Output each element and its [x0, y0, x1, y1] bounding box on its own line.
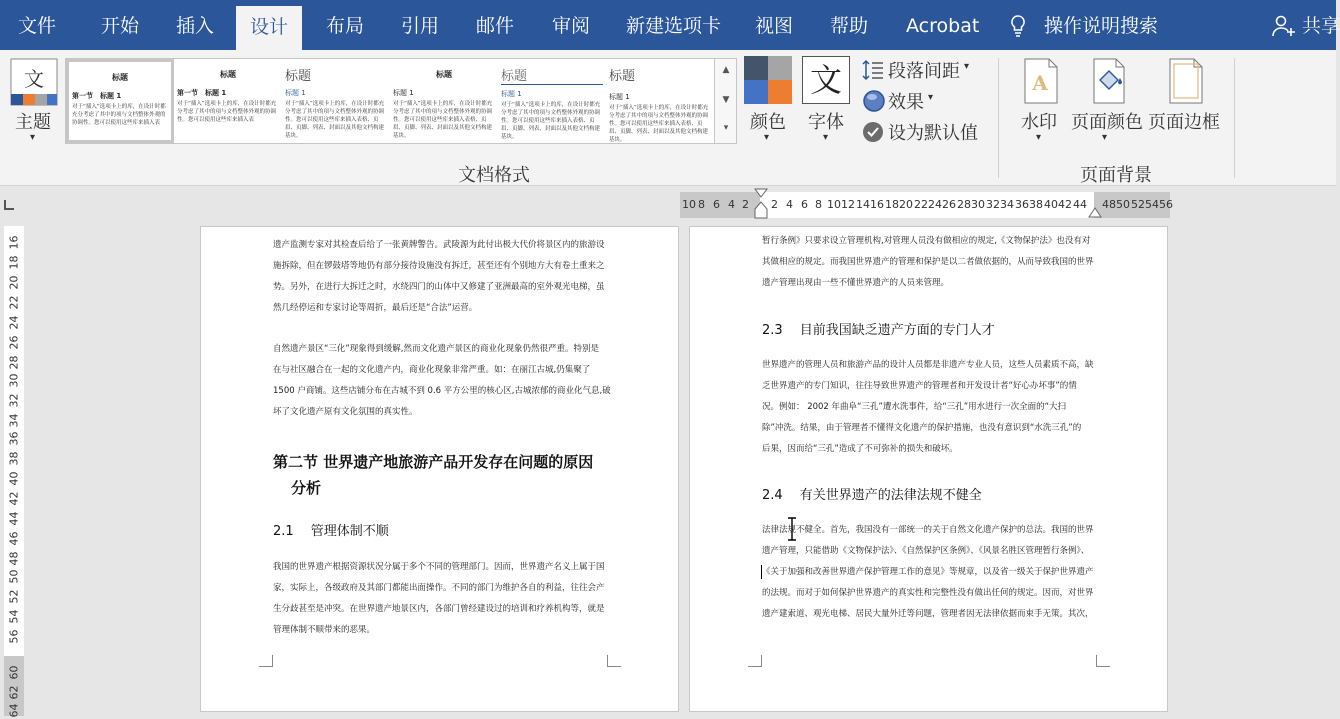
paragraph-spacing-icon [862, 59, 884, 81]
group-label-document-formatting: 文档格式 [458, 165, 530, 186]
paragraph-line: 管理体制不顺带来的恶果。 [273, 625, 376, 635]
watermark-icon [1024, 58, 1058, 104]
ruler-tick-label: 6 [801, 198, 808, 211]
set-default-button[interactable] [860, 119, 990, 143]
page-borders-button[interactable] [1148, 56, 1224, 148]
ruler-tick-label: 16 [7, 235, 21, 250]
ruler-tick-label: 62 [7, 685, 21, 700]
ruler-tick-label: 54 [1145, 198, 1159, 211]
chevron-down-icon: ▾ [30, 132, 36, 143]
ruler-tick-label: 56 [7, 629, 21, 644]
ruler-tick-label: 14 [856, 198, 870, 211]
subsection-heading: 2.3 目前我国缺乏遗产方面的专门人才 [762, 323, 995, 338]
horizontal-ruler[interactable] [680, 192, 1173, 218]
ruler-tick-label: 38 [7, 451, 21, 466]
right-indent-marker-icon[interactable] [1088, 206, 1102, 218]
style-thumb-2[interactable] [174, 59, 282, 143]
style-thumb-heading: 标题 1 [501, 90, 522, 98]
ruler-tick-label: 24 [928, 198, 942, 211]
fonts-label: 字体 [808, 112, 844, 133]
tab-new[interactable]: 新建选项卡 [626, 15, 722, 37]
ruler-tick-label: 22 [7, 295, 21, 310]
ruler-tick-label: 24 [7, 315, 21, 330]
style-thumb-heading: 第一节 标题 1 [72, 92, 122, 100]
colors-button[interactable] [744, 56, 794, 148]
vertical-ruler[interactable] [4, 226, 24, 716]
section-heading: 第二节 世界遗产地旅游产品开发存在问题的原因 [273, 453, 594, 471]
tab-home[interactable]: 开始 [101, 15, 140, 37]
gallery-up-icon[interactable]: ▲ [722, 65, 730, 75]
ruler-tick-label: 36 [1015, 198, 1029, 211]
gallery-down-icon[interactable]: ▼ [722, 95, 730, 105]
ruler-tick-label: 10 [827, 198, 841, 211]
checkmark-circle-icon [862, 121, 884, 143]
tab-acrobat[interactable]: Acrobat [906, 15, 980, 37]
style-thumb-3[interactable] [282, 59, 390, 143]
theme-icon [10, 58, 58, 106]
ruler-tick-label: 20 [7, 275, 21, 290]
tab-references[interactable]: 引用 [401, 15, 440, 37]
ruler-tick-label: 42 [7, 491, 21, 506]
paragraph-line: 遗产监测专家对其检查后给了一张黄牌警告。武陵源为此付出极大代价将景区内的旅游设 [273, 240, 605, 250]
i-beam-cursor-icon [786, 517, 798, 541]
ruler-tick-label: 52 [1131, 198, 1145, 211]
section-heading-cont: 分析 [291, 479, 322, 497]
style-thumb-title: 标题 [609, 69, 636, 84]
ruler-tick-label: 44 [1073, 198, 1087, 211]
chevron-down-icon: ▾ [1036, 132, 1042, 143]
paragraph-line: 况。例如： 2002 年曲阜“三孔”遭水洗事件，给“三孔”用水进行一次全面的“大扫 [762, 402, 1067, 412]
ruler-tick-label: 52 [7, 589, 21, 604]
text-cursor [761, 565, 762, 579]
ruler-tick-label: 34 [7, 413, 21, 428]
style-thumb-6[interactable] [606, 59, 714, 143]
ruler-tick-label: 8 [698, 198, 705, 211]
ruler-tick-label: 40 [1044, 198, 1058, 211]
margin-corner-mark [259, 655, 273, 667]
ruler-tick-label: 50 [1116, 198, 1130, 211]
fonts-icon: 文 [802, 56, 850, 104]
paragraph-line: 后果，因而给“三孔”造成了不可弥补的损失和破坏。 [762, 444, 958, 454]
paragraph-line: 势。另外，在进行大拆迁之时，水绕四门的山体中又修建了亚洲最高的室外观光电梯，虽 [273, 282, 605, 292]
paragraph-line: 暂行条例》只要求设立管理机构,对管理人员没有做相应的规定,《文物保护法》也没有对 [762, 236, 1091, 246]
ruler-tick-label: 54 [7, 609, 21, 624]
effects-button[interactable] [860, 88, 960, 112]
margin-corner-mark [1096, 655, 1110, 667]
ruler-tick-label: 60 [7, 665, 21, 680]
style-thumb-title: 标题 [112, 73, 128, 82]
paragraph-line: 除”冲洗。结果，由于管理者不懂得文化遗产的保护措施，也没有意识到“水洗三孔”的 [762, 423, 1082, 433]
tab-review[interactable]: 审阅 [552, 15, 591, 37]
ruler-tick-label: 64 [7, 703, 21, 718]
paragraph-line: 1500 户商铺。这些店铺分布在古城不到 0.6 平方公里的核心区,古城浓郁的商业化气息,破 [273, 386, 611, 396]
ruler-tick-label: 40 [7, 471, 21, 486]
tell-me-search[interactable]: 操作说明搜索 [1044, 15, 1159, 37]
ruler-tick-label: 48 [7, 551, 21, 566]
style-thumb-5[interactable] [498, 59, 606, 143]
colors-icon [744, 56, 792, 104]
tab-file[interactable]: 文件 [18, 15, 57, 37]
watermark-label: 水印 [1021, 112, 1057, 133]
style-thumb-body: 对于“插入”选项卡上的库，在设计时都充分考虑了其中的项与文档整体外观的协调性。您可以使用这些库来插入表格、页眉、页脚、列表、封面以及其他文档构建基块。 [393, 101, 493, 139]
paragraph-line: 坏了文化遗产原有文化氛围的真实性。 [273, 407, 418, 417]
watermark-button[interactable] [1018, 56, 1064, 148]
fonts-button[interactable] [802, 56, 852, 148]
ruler-tick-label: 38 [1029, 198, 1043, 211]
group-separator [998, 58, 999, 178]
document-page-left[interactable] [200, 226, 679, 712]
tab-selector-icon[interactable] [4, 200, 14, 210]
ruler-tick-label: 12 [841, 198, 855, 211]
lightbulb-icon [1010, 14, 1026, 38]
style-thumb-body: 对于“插入”选项卡上的库，在设计时都充分考虑了其中的项与文档整体外观的协调性。您可以使用这些库来插入表格、页眉、页脚、列表、封面以及其他文档构建基块。 [285, 101, 385, 139]
style-thumb-body: 对于“插入”选项卡上的库，在设计时都充分考虑了其中的项与文档整体外观的协调性。您可以使用这些库来插入表 [72, 104, 166, 126]
ruler-tick-label: 4 [728, 198, 735, 211]
paragraph-line: 我国的世界遗产根据资源状况分属于多个不同的管理部门。因而，世界遗产名义上属于国 [273, 562, 605, 572]
chevron-down-icon: ▾ [764, 132, 770, 143]
margin-corner-mark [607, 655, 621, 667]
ribbon-tab-bar [0, 0, 1340, 50]
ruler-tick-label: 10 [682, 198, 696, 211]
paragraph-line: 遗产管理，只能借助《文物保护法》、《自然保护区条例》、《风景名胜区管理暂行条例》、 [762, 546, 1090, 556]
style-thumb-title: 标题 [285, 69, 312, 84]
document-page-right[interactable] [689, 226, 1168, 712]
style-thumb-body: 对于“插入”选项卡上的库，在设计时都充分考虑了其中的项与文档整体外观的协调性。您可以使用这些库来插入表格、页眉、页脚、列表、封面以及其他文档构建基块。 [501, 102, 601, 140]
page-color-label: 页面颜色 [1071, 112, 1143, 133]
paragraph-line: 乏世界遗产的专门知识，往往导致世界遗产的管理者和开发设计者“好心办坏事”的情 [762, 381, 1077, 391]
paragraph-line: 《关于加强和改善世界遗产保护管理工作的意见》等规章，以及省一级关于保护世界遗产 [762, 567, 1094, 577]
effects-label: 效果 [888, 92, 924, 113]
style-thumb-heading: 第一节 标题 1 [177, 89, 227, 97]
group-label-page-background: 页面背景 [1080, 165, 1152, 186]
person-add-icon [1272, 15, 1296, 37]
ruler-tick-label: 30 [971, 198, 985, 211]
style-thumb-title: 标题 [220, 70, 236, 79]
ruler-tick-label: 50 [7, 569, 21, 584]
paragraph-line: 遗产管理出现由一些不懂世界遗产的人员来管理。 [762, 278, 950, 288]
ruler-tick-label: 46 [7, 531, 21, 546]
theme-icon-text: 文 [24, 67, 44, 91]
effects-icon [862, 90, 886, 112]
paragraph-spacing-button[interactable] [860, 57, 990, 81]
paragraph-line: 世界遗产的管理人员和旅游产品的设计人员都是非遗产专业人员，这些人员素质不高，缺 [762, 360, 1094, 370]
share-button[interactable]: 共享 [1302, 15, 1340, 37]
ruler-tick-label: 32 [986, 198, 1000, 211]
ruler-tick-label: 42 [1058, 198, 1072, 211]
svg-text:A: A [1032, 71, 1048, 95]
ruler-tick-label: 20 [899, 198, 913, 211]
style-thumb-heading: 标题 1 [285, 89, 306, 97]
ruler-tick-label: 18 [885, 198, 899, 211]
ruler-tick-label: 28 [7, 355, 21, 370]
paragraph-line: 的法规。而对于如何保护世界遗产的真实性和完整性没有做出任何的规定。因而，对世界 [762, 588, 1094, 598]
paragraph-line: 然几经停运和专家讨论等周折，最后还是“合法”运营。 [273, 303, 478, 313]
ruler-tick-label: 26 [7, 335, 21, 350]
group-separator [1234, 58, 1235, 178]
page-color-icon [1088, 58, 1128, 104]
ruler-tick-label: 6 [713, 198, 720, 211]
paragraph-line: 其做相应的规定。而我国世界遗产的管理和保护是以二者做依据的，从而导致我国的世界 [762, 257, 1094, 267]
chevron-down-icon: ▾ [928, 92, 934, 103]
style-thumb-1[interactable] [66, 59, 174, 143]
subsection-heading: 2.4 有关世界遗产的法律法规不健全 [762, 488, 982, 503]
set-default-label: 设为默认值 [888, 123, 978, 144]
tab-insert[interactable]: 插入 [176, 15, 215, 37]
style-set-gallery[interactable] [65, 58, 715, 144]
margin-corner-mark [748, 655, 762, 667]
ruler-tick-label: 18 [7, 255, 21, 270]
theme-button[interactable] [8, 56, 60, 148]
ruler-tick-label: 56 [1159, 198, 1173, 211]
paragraph-line: 法律法规不健全。首先，我国没有一部统一的关于自然文化遗产保护的总法。我国的世界 [762, 525, 1094, 535]
tab-mailings[interactable]: 邮件 [476, 15, 515, 37]
paragraph-line: 自然遗产景区“三化”现象得到缓解,然而文化遗产景区的商业化现象仍然很严重。特别是 [273, 344, 600, 354]
gallery-more-icon[interactable]: ▾ [723, 123, 729, 133]
ruler-tick-label: 26 [942, 198, 956, 211]
style-thumb-title: 标题 [501, 65, 603, 85]
style-thumb-title: 标题 [436, 70, 452, 79]
ruler-tick-label: 30 [7, 373, 21, 388]
ruler-tick-label: 48 [1102, 198, 1116, 211]
colors-label: 颜色 [750, 112, 786, 133]
ruler-tick-label: 16 [870, 198, 884, 211]
gallery-scroll [715, 58, 737, 144]
tab-design[interactable]: 设计 [236, 6, 302, 50]
ruler-tick-label: 32 [7, 393, 21, 408]
indent-marker-icon[interactable] [754, 188, 768, 220]
tab-help[interactable]: 帮助 [830, 15, 869, 37]
ruler-tick-label: 22 [914, 198, 928, 211]
style-thumb-heading: 标题 1 [609, 93, 630, 101]
paragraph-spacing-label: 段落间距 [888, 61, 960, 82]
ruler-tick-label: 8 [815, 198, 822, 211]
tab-view[interactable]: 视图 [755, 15, 794, 37]
paragraph-line: 在与社区融合在一起的文化遗产内，商业化现象非常严重。如：在丽江古城,仍集聚了 [273, 365, 591, 375]
style-thumb-body: 对于“插入”选项卡上的库，在设计时都充分考虑了其中的项与文档整体外观的协调性。您可以使用这些库来插入表 [177, 101, 277, 123]
page-color-button[interactable] [1070, 56, 1144, 148]
ruler-tick-label: 4 [786, 198, 793, 211]
ruler-tick-label: 36 [7, 431, 21, 446]
theme-label: 主题 [15, 112, 51, 133]
chevron-down-icon: ▾ [1102, 132, 1108, 143]
paragraph-line: 生分歧甚至是冲突。在世界遗产地景区内，各部门曾经建设过的培训和疗养机构等，就是 [273, 604, 605, 614]
chevron-down-icon: ▾ [964, 61, 970, 72]
tab-layout[interactable]: 布局 [326, 15, 365, 37]
chevron-down-icon: ▾ [823, 132, 829, 143]
paragraph-line: 施拆除，但在锣鼓塔等地仍有部分接待设施没有拆迁，甚至还有个别地方大有卷土重来之 [273, 261, 605, 271]
paragraph-line: 遗产建索道、观光电梯、居民大量外迁等问题，管理者因无法律依据而束手无策。其次， [762, 609, 1094, 619]
ruler-tick-label: 44 [7, 511, 21, 526]
page-borders-icon [1168, 58, 1204, 104]
style-thumb-4[interactable] [390, 59, 498, 143]
page-borders-label: 页面边框 [1148, 112, 1220, 133]
ruler-tick-label: 34 [1000, 198, 1014, 211]
ruler-tick-label: 2 [742, 198, 749, 211]
paragraph-line: 家，实际上，各级政府及其部门都能出面操作。不同的部门为维护各自的利益，往往会产 [273, 583, 605, 593]
subsection-heading: 2.1 管理体制不顺 [273, 524, 389, 539]
ruler-tick-label: 2 [771, 198, 778, 211]
style-thumb-body: 对于“插入”选项卡上的库，在设计时都充分考虑了其中的项与文档整体外观的协调性。您可以使用这些库来插入表格、页眉、页脚、列表、封面以及其他文档构建基块。 [609, 105, 709, 143]
style-thumb-heading: 标题 1 [393, 89, 414, 97]
ruler-tick-label: 28 [957, 198, 971, 211]
